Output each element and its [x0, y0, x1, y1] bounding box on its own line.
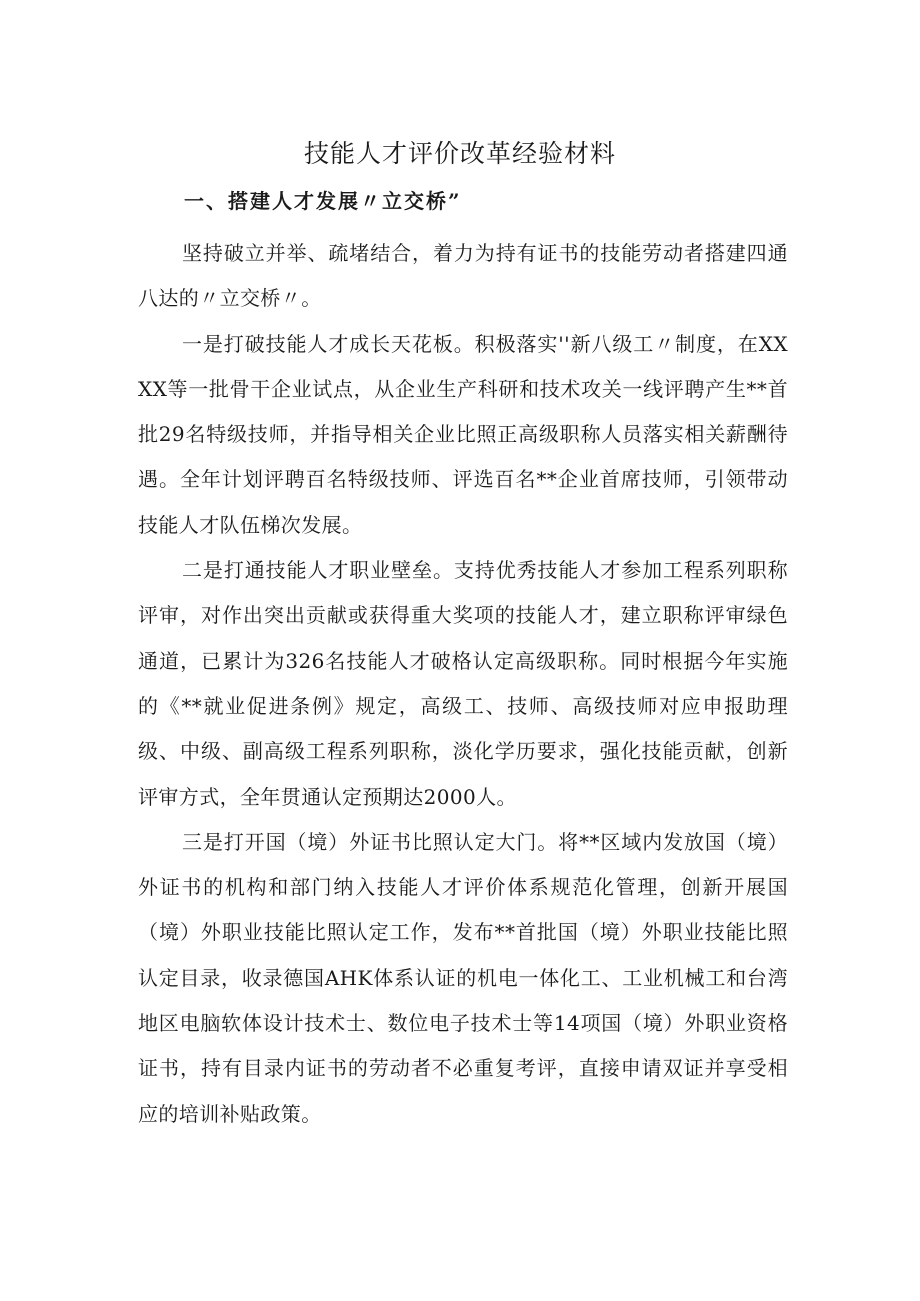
- paragraph-second-point: 二是打通技能人才职业壁垒。支持优秀技能人才参加工程系列职称评审，对作出突出贡献或获得重大奖项的技能人才，建立职称评审绿色通道，已累计为326名技能人才破格认定高级职称。同时根据今年实施的《**就业促进条例》规定，高级工、技师、高级技师对应申报助理级、中级、副高级工程系列职称，淡化学历要求，强化技能贡献，创新评审方式，全年贯通认定预期达2000人。: [138, 558, 788, 809]
- document-title: 技能人才评价改革经验材料: [303, 139, 616, 168]
- paragraph-intro: 坚持破立并举、疏堵结合，着力为持有证书的技能劳动者搭建四通八达的〃立交桥〃。: [138, 241, 788, 311]
- document-body: [138, 231, 788, 1137]
- paragraph-first-point: 一是打破技能人才成长天花板。积极落实''新八级工〃制度，在XXXX等一批骨干企业试点，从企业生产科研和技术攻关一线评聘产生**首批29名特级技师，并指导相关企业比照正高级职称人员落实相关薪酬待遇。全年计划评聘百名特级技师、评选百名**企业首席技师，引领带动技能人才队伍梯次发展。: [138, 331, 788, 537]
- paragraph-third-point: 三是打开国（境）外证书比照认定大门。将**区域内发放国（境）外证书的机构和部门纳入技能人才评价体系规范化管理，创新开展国（境）外职业技能比照认定工作，发布**首批国（境）外职业技能比照认定目录，收录德国AHK体系认证的机电一体化工、工业机械工和台湾地区电脑软体设计技术士、数位电子技术士等14项国（境）外职业资格证书，持有目录内证书的劳动者不必重复考评，直接申请双证并享受相应的培训补贴政策。: [138, 829, 788, 1126]
- section-heading: 一、搭建人才发展〃立交桥”: [184, 189, 462, 213]
